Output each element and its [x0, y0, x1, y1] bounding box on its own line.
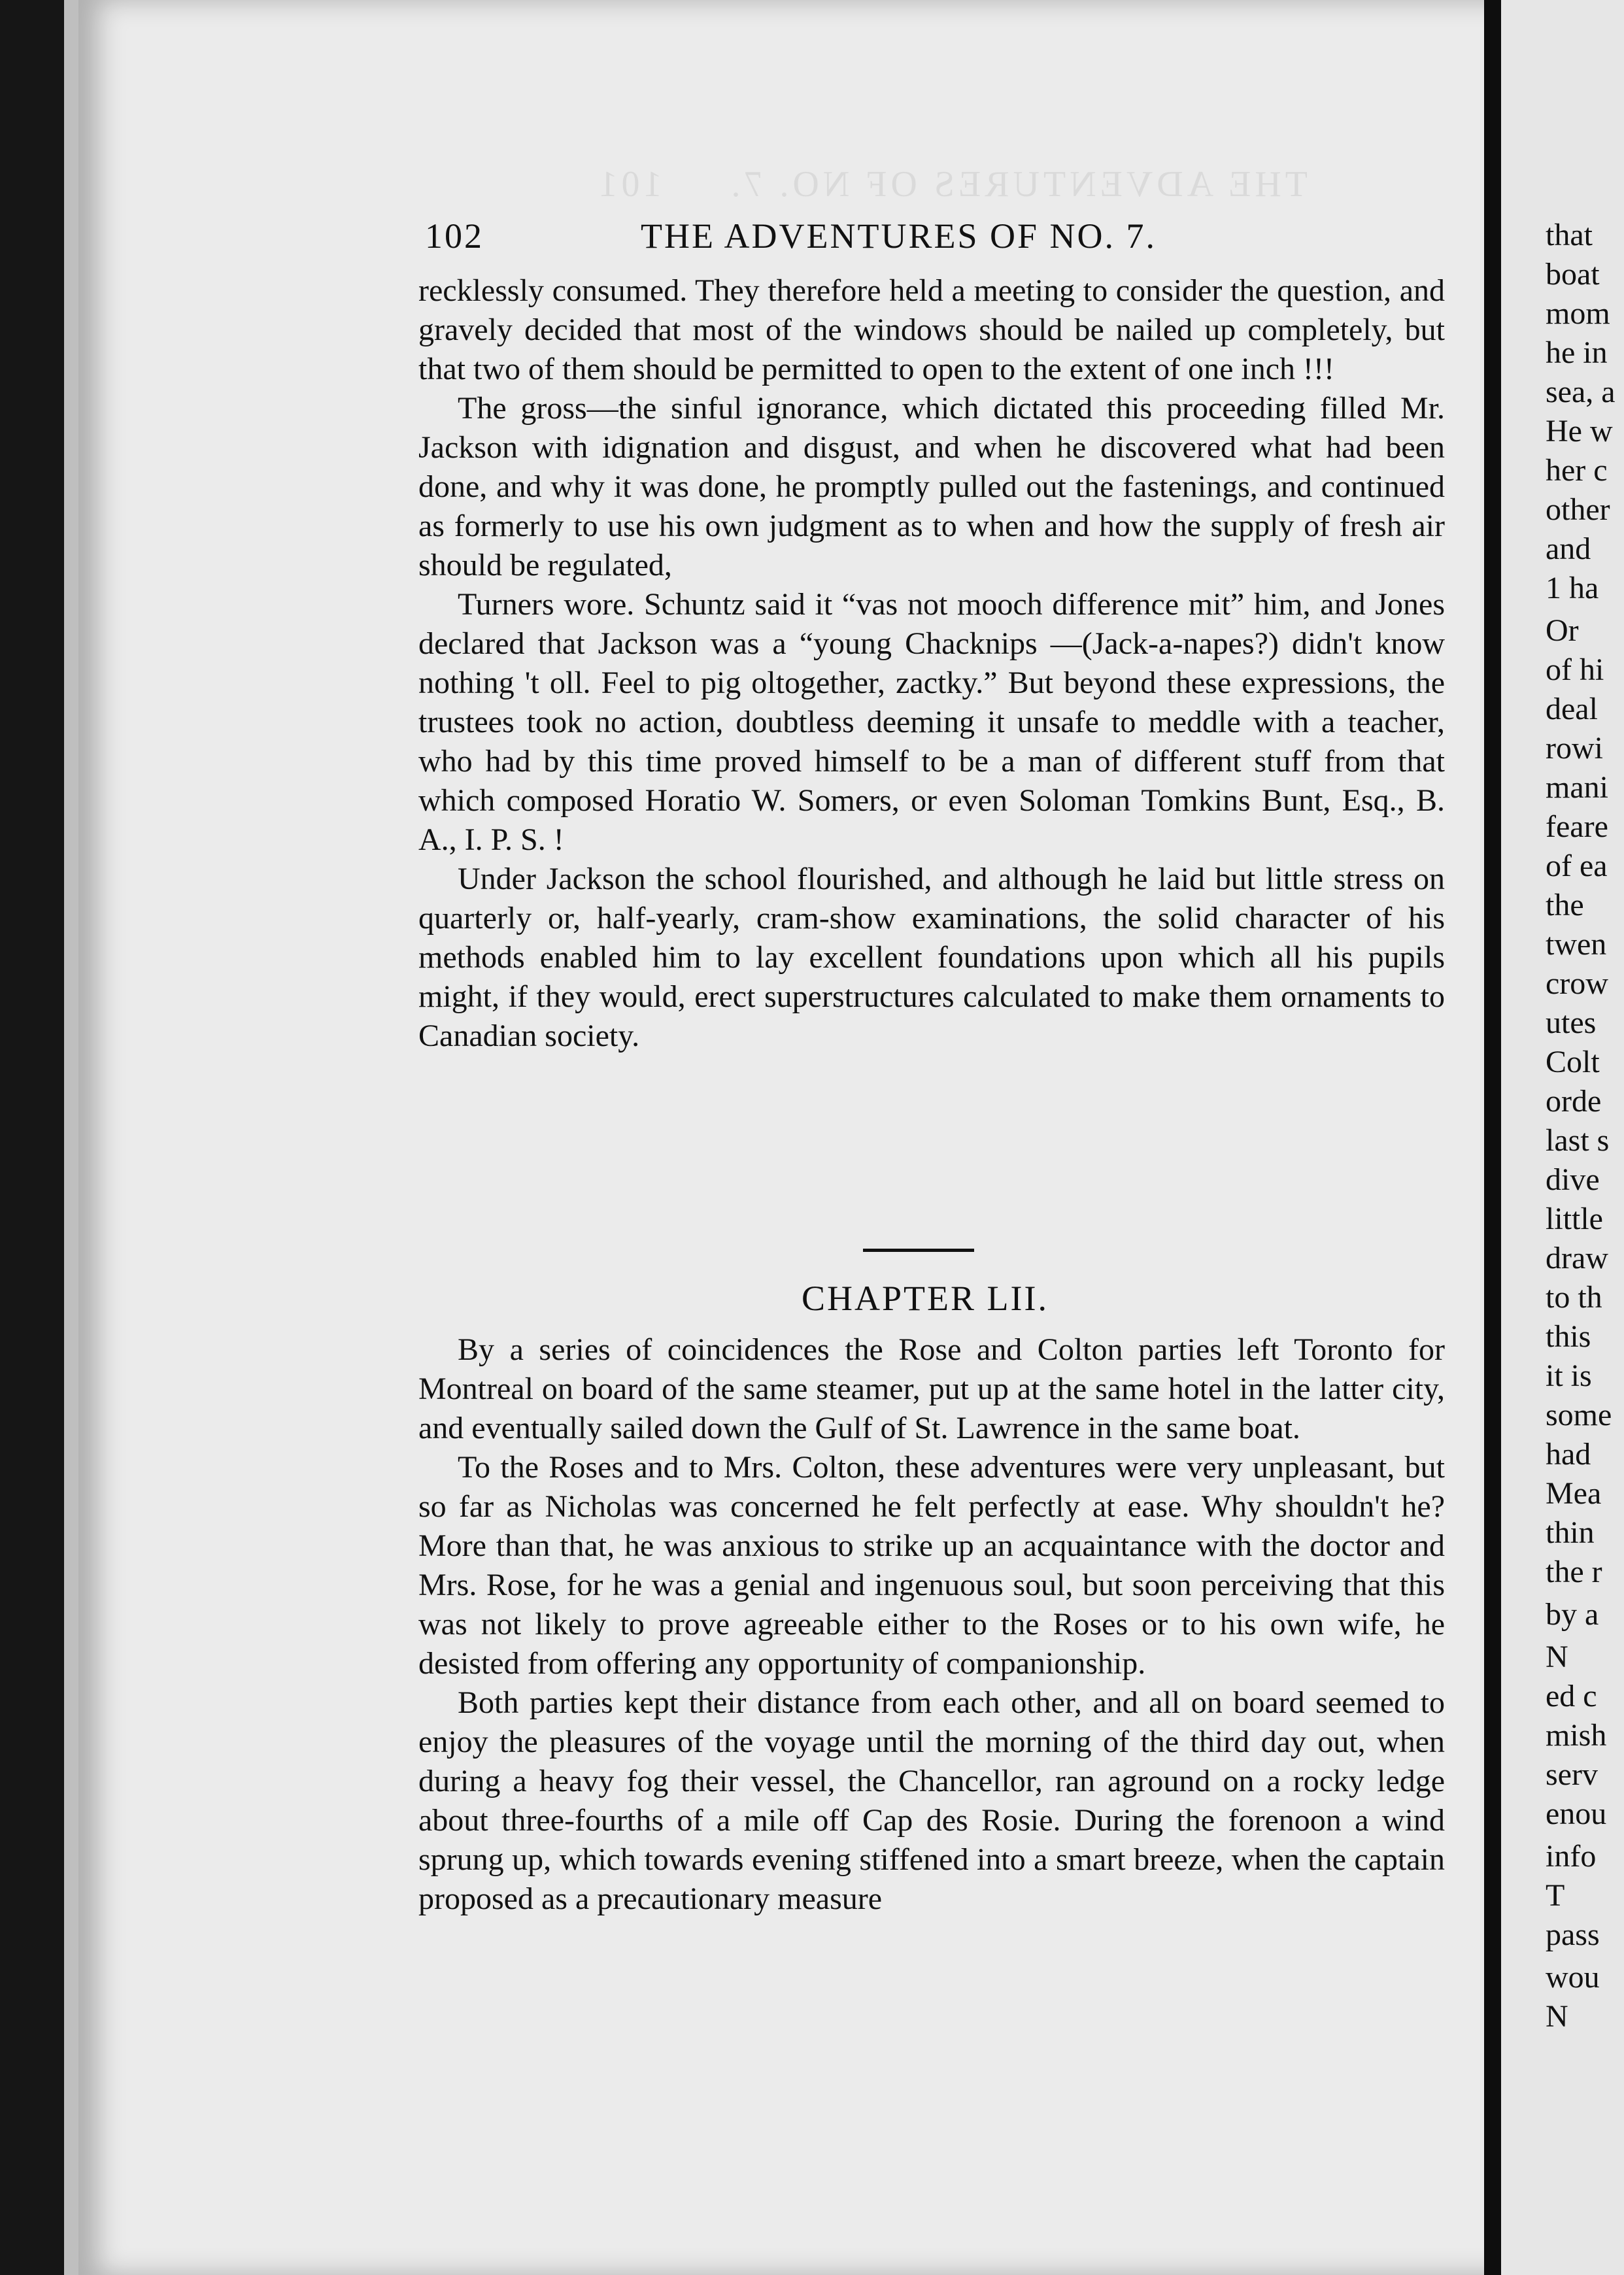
paragraph: Turners wore. Schuntz said it “vas not mooch difference mit” him, and Jones declared that Jackson was a “young Chacknips —(Jack-a-napes?) didn't know nothing 't oll. Feel to pig oltogether, zactky.” But beyond these expressions, the trustees took no action, doubtless deeming it unsafe to meddle with a teacher, who had by this time proved himself to be a man of different stuff from that which composed Horatio W. Somers, or even Soloman Tomkins Bunt, Esq., B. A., I. P. S. !	[418, 587, 1445, 857]
page-number: 102	[425, 216, 484, 256]
right-page-fragment: info	[1546, 1839, 1597, 1874]
right-page-fragment: the	[1546, 888, 1584, 922]
right-page-fragment: mish	[1546, 1718, 1607, 1753]
right-page-fragment: that	[1546, 218, 1593, 252]
book-gutter	[1484, 0, 1501, 2275]
right-page-fragment: feare	[1546, 809, 1608, 844]
right-page-fragment: N	[1546, 1999, 1568, 2034]
right-page-fragment: dive	[1546, 1162, 1600, 1197]
right-page-fragment: serv	[1546, 1757, 1598, 1792]
right-page-fragment: this	[1546, 1319, 1591, 1354]
right-page-fragment: sea, a	[1546, 375, 1616, 409]
paragraph: By a series of coincidences the Rose and Colton parties left Toronto for Montreal on board of the same steamer, put up at the same hotel in the latter city, and eventually sailed down the Gulf of St. Lawrence in the same boat.	[418, 1332, 1445, 1445]
right-page-fragment: last s	[1546, 1123, 1610, 1158]
right-page-fragment: T	[1546, 1878, 1565, 1913]
right-page-fragment: orde	[1546, 1084, 1602, 1119]
paragraph: The gross—the sinful ignorance, which dictated this proceeding filled Mr. Jackson with idignation and disgust, and when he discovered what had been done, and why it was done, he promptly pulled out the fastenings, and continued as formerly to use his own judgment as to when and how the supply of fresh air should be regulated,	[418, 391, 1445, 582]
paragraph: recklessly consumed. They therefore held a meeting to consider the question, and gravely decided that most of the windows should be nailed up completely, but that two of them should be permitted to open to the extent of one inch !!!	[418, 273, 1445, 386]
right-page-fragment: pass	[1546, 1917, 1600, 1952]
right-page-fragment: ed c	[1546, 1679, 1597, 1713]
paragraph: Both parties kept their distance from each other, and all on board seemed to enjoy the pleasures of the voyage until the morning of the third day out, when during a heavy fog their vessel, the Chancellor, ran aground on a rocky ledge about three-fourths of a mile off Cap des Rosie. During the forenoon a wind sprung up, which towards evening stiffened into a smart breeze, when the captain proposed as a precautionary measure	[418, 1685, 1445, 1916]
right-page-fragment: enou	[1546, 1796, 1607, 1831]
right-page-fragment: boat	[1546, 257, 1600, 292]
running-title: THE ADVENTURES OF NO. 7.	[641, 216, 1157, 256]
right-page-fragment: of hi	[1546, 652, 1604, 687]
right-page-fragment: rowi	[1546, 731, 1603, 766]
page-header	[425, 216, 1445, 268]
right-page-fragment: her c	[1546, 453, 1608, 488]
right-page-fragment: N	[1546, 1640, 1568, 1674]
right-page-fragment: utes	[1546, 1005, 1597, 1040]
right-page-fragment: 1 ha	[1546, 571, 1599, 605]
paragraph: Under Jackson the school flourished, and although he laid but little stress on quarterly or, half-yearly, cram-show examinations, the solid character of his methods enabled him to lay excellent foundations upon which all his pupils might, if they would, erect superstructures calculated to make them ornaments to Canadian society.	[418, 862, 1445, 1053]
right-page-fragment: it is	[1546, 1358, 1592, 1393]
right-page-fragment: draw	[1546, 1241, 1608, 1275]
right-page-fragment: and	[1546, 531, 1591, 566]
right-page-fragment: of ea	[1546, 849, 1608, 883]
right-page-fragment: by a	[1546, 1597, 1599, 1632]
right-page-fragment: the r	[1546, 1555, 1602, 1589]
right-page-fragment: wou	[1546, 1960, 1600, 1995]
paragraph: To the Roses and to Mrs. Colton, these adventures were very unpleasant, but so far as Nicholas was concerned he felt perfectly at ease. Why shouldn't he? More than that, he was anxious to strike up an acquaintance with the doctor and Mrs. Rose, for he was a genial and ingenuous soul, but soon perceiving that this was not likely to prove agreeable either to the Roses or to his own wife, he desisted from offering any opportunity of companionship.	[418, 1450, 1445, 1681]
right-page-fragment: other	[1546, 492, 1610, 527]
right-page-fragment: mom	[1546, 296, 1610, 331]
right-page-fragment: Colt	[1546, 1045, 1600, 1079]
right-page-fragment: deal	[1546, 692, 1598, 726]
right-page-fragment: to th	[1546, 1280, 1602, 1315]
right-page-fragment: crow	[1546, 966, 1608, 1001]
right-page-fragment: Or	[1546, 613, 1579, 648]
chapter-divider	[863, 1249, 974, 1252]
right-page-fragment: He w	[1546, 414, 1613, 448]
right-page-fragment: twen	[1546, 927, 1607, 962]
top-text-block	[418, 271, 1445, 1056]
right-page-fragment: had	[1546, 1437, 1591, 1472]
show-through-text: THE ADVENTURES OF NO. 7. 101	[595, 164, 1308, 205]
right-page-fragment: mani	[1546, 770, 1608, 805]
bottom-text-block	[418, 1330, 1445, 1919]
right-page-fragment: thin	[1546, 1515, 1595, 1550]
right-page-fragment: he in	[1546, 335, 1608, 370]
right-page-fragment: little	[1546, 1202, 1603, 1236]
chapter-heading: CHAPTER LII.	[802, 1279, 1049, 1318]
right-page	[1501, 0, 1624, 2275]
right-page-fragment: some	[1546, 1398, 1612, 1432]
right-page-fragment: Mea	[1546, 1476, 1602, 1511]
